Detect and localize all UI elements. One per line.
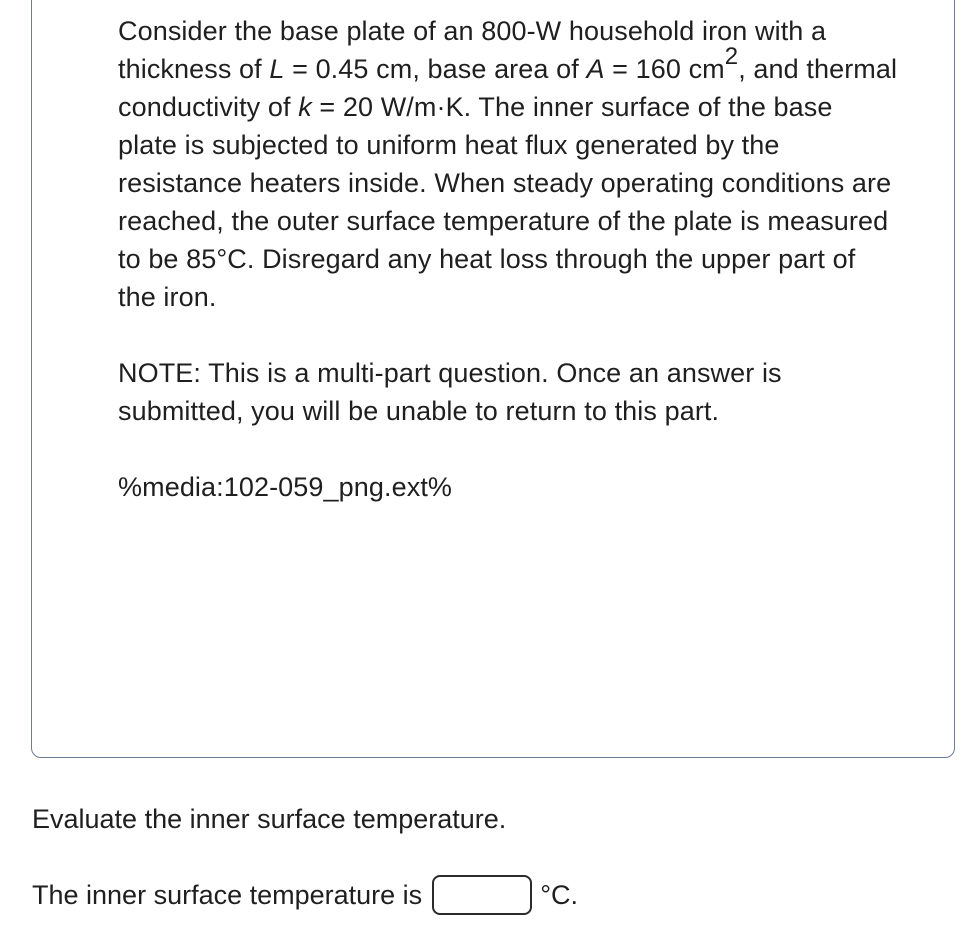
answer-label: The inner surface temperature is — [32, 880, 423, 910]
variable-L: L — [269, 54, 285, 84]
question-prompt: Evaluate the inner surface temperature. — [32, 804, 507, 834]
area-exponent: 2 — [724, 43, 739, 70]
variable-k: k — [298, 92, 312, 122]
multi-part-note: NOTE: This is a multi-part question. Once an answer is submitted, you will be unable to return to this part. — [118, 358, 782, 426]
problem-description — [118, 12, 898, 316]
problem-text-part: Consider the base plate of an 800-W household iron with a thickness of — [118, 16, 827, 84]
problem-text-part: , and thermal conductivity of — [118, 54, 898, 122]
answer-input[interactable] — [432, 875, 532, 915]
problem-statement — [118, 12, 898, 506]
problem-text-part: = 160 cm — [604, 54, 725, 84]
answer-row — [32, 875, 578, 915]
answer-unit: °C. — [540, 880, 578, 910]
variable-A: A — [586, 54, 605, 84]
problem-text-part: = 0.45 cm, base area of — [284, 54, 587, 84]
problem-text-part: = 20 W/m·K. The inner surface of the base plate is subjected to uniform heat flux generated by the resistance heaters inside. When steady operating conditions are reached, the outer surface temperature of the plate is measured to be 85°C. Disregard any heat loss through the upper part of the iron. — [118, 92, 892, 312]
media-placeholder: %media:102-059_png.ext% — [118, 472, 453, 502]
